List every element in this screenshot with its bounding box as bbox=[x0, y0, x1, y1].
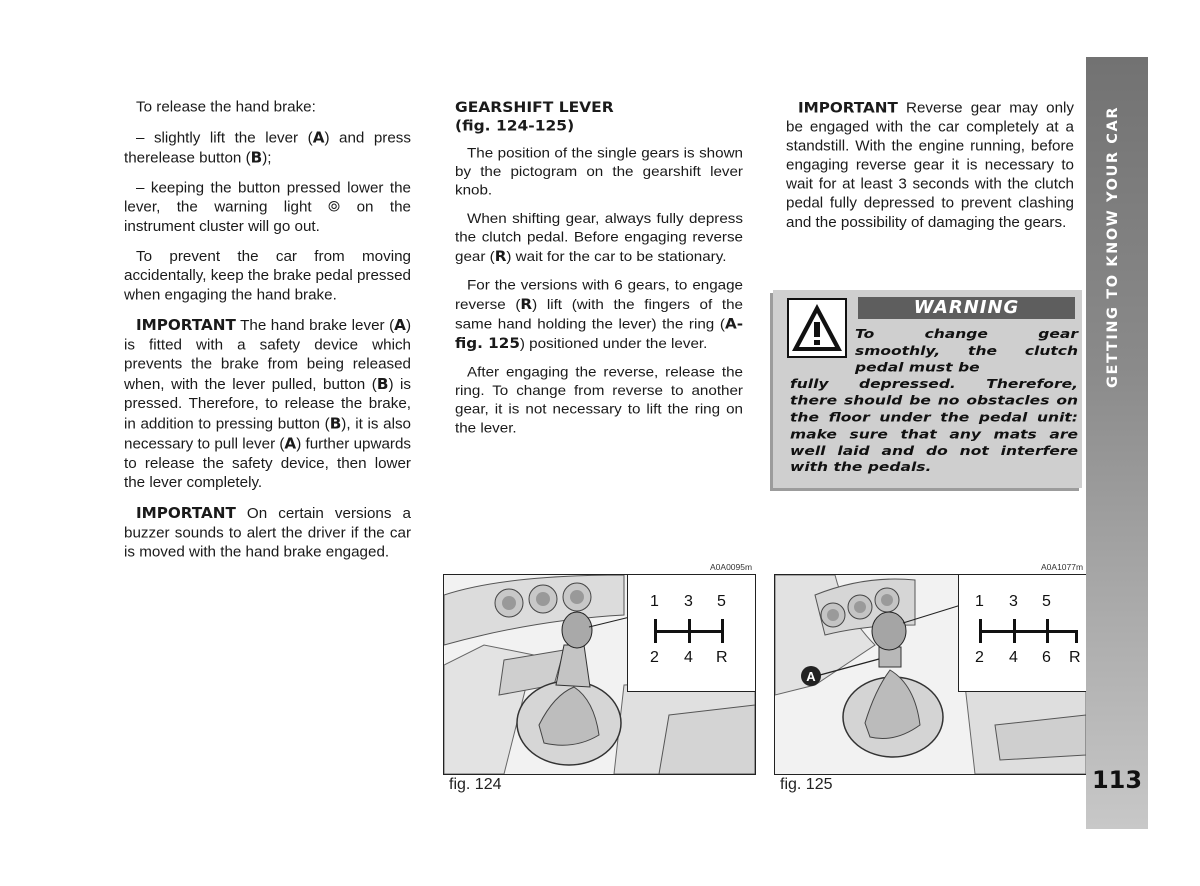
paragraph: – keeping the button pressed lower the lever, the warning light ⦾ on the instrument cluster will go out. bbox=[124, 179, 411, 235]
gear-label: 5 bbox=[1042, 593, 1051, 610]
figure-124 bbox=[443, 574, 756, 775]
paragraph: The position of the single gears is shown by the pictogram on the gearshift lever knob. bbox=[455, 145, 743, 198]
gear-label: 2 bbox=[975, 649, 984, 666]
gear-label: 5 bbox=[717, 593, 726, 610]
figure-caption: fig. 125 bbox=[780, 776, 833, 793]
figure-125 bbox=[774, 574, 1087, 775]
callout-label-a: A bbox=[806, 669, 816, 684]
paragraph: To release the hand brake: bbox=[136, 98, 316, 116]
figure-code: A0A0095m bbox=[710, 562, 753, 572]
figure-caption: fig. 124 bbox=[449, 776, 502, 793]
gear-label: 4 bbox=[684, 649, 693, 666]
gear-label: 3 bbox=[684, 593, 693, 610]
column-hand-brake bbox=[124, 98, 411, 573]
section-heading: GEARSHIFT LEVER (fig. 124-125) bbox=[455, 98, 614, 135]
paragraph: When shifting gear, always fully depress the clutch pedal. Before engaging reverse gear (R) wait for the car to be stationary. bbox=[455, 210, 743, 265]
warning-box bbox=[773, 290, 1082, 488]
column-reverse-note bbox=[786, 98, 1074, 243]
gear-label: 6 bbox=[1042, 649, 1051, 666]
paragraph: IMPORTANT The hand brake lever (A) is fitted with a safety device which prevents the brake from being released when, with the lever pulled, button (B) is pressed. Therefore, to release the brake, in addition to pressing button (B), it is also necessary to pull lever (A) further upwards to release the safety device, then lower the lever completely. bbox=[124, 316, 412, 492]
gear-label: 2 bbox=[650, 649, 659, 666]
paragraph: IMPORTANT On certain versions a buzzer sounds to alert the driver if the car is moved with the hand brake engaged. bbox=[124, 504, 411, 561]
section-title: GETTING TO KNOW YOUR CAR bbox=[1105, 105, 1121, 388]
gear-label: 4 bbox=[1009, 649, 1018, 666]
column-gearshift bbox=[455, 98, 743, 448]
paragraph: – slightly lift the lever (A) and press therelease button (B); bbox=[124, 128, 411, 167]
figure-code: A0A1077m bbox=[1041, 562, 1084, 572]
gear-pattern-inset bbox=[627, 574, 756, 692]
gear-label: 1 bbox=[650, 593, 659, 610]
paragraph: IMPORTANT Reverse gear may only be engaged with the car completely at a standstill. With the engine running, before engaging reverse gear it is necessary to wait for at least 3 seconds with the clutch pedal fully depressed to prevent clashing and the possibility of damaging the gears. bbox=[786, 98, 1074, 231]
gear-label: R bbox=[1069, 649, 1081, 666]
warning-text: To change gear smoothly, the clutch pedal must be fully depressed. Therefore, there should be no obstacles on the floor under the pedal unit: make sure that any mats are well laid and do not interfere with the pedals. bbox=[790, 326, 1078, 475]
paragraph: For the versions with 6 gears, to engage reverse (R) lift (with the fingers of the same hand holding the lever) the ring (A-fig. 125) positioned under the lever. bbox=[455, 277, 743, 352]
gear-label: 3 bbox=[1009, 593, 1018, 610]
paragraph: After engaging the reverse, release the ring. To change from reverse to another gear, it is not necessary to lift the ring on the lever. bbox=[455, 364, 743, 436]
warning-light-icon: ⦾ bbox=[328, 199, 341, 216]
paragraph: To prevent the car from moving accidentally, keep the brake pedal pressed when engaging the hand brake. bbox=[124, 248, 411, 304]
page-number: 113 bbox=[1091, 766, 1143, 794]
gear-label: 1 bbox=[975, 593, 984, 610]
warning-title: WARNING bbox=[858, 297, 1075, 319]
gear-pattern-inset bbox=[958, 574, 1087, 692]
gear-label: R bbox=[716, 649, 728, 666]
